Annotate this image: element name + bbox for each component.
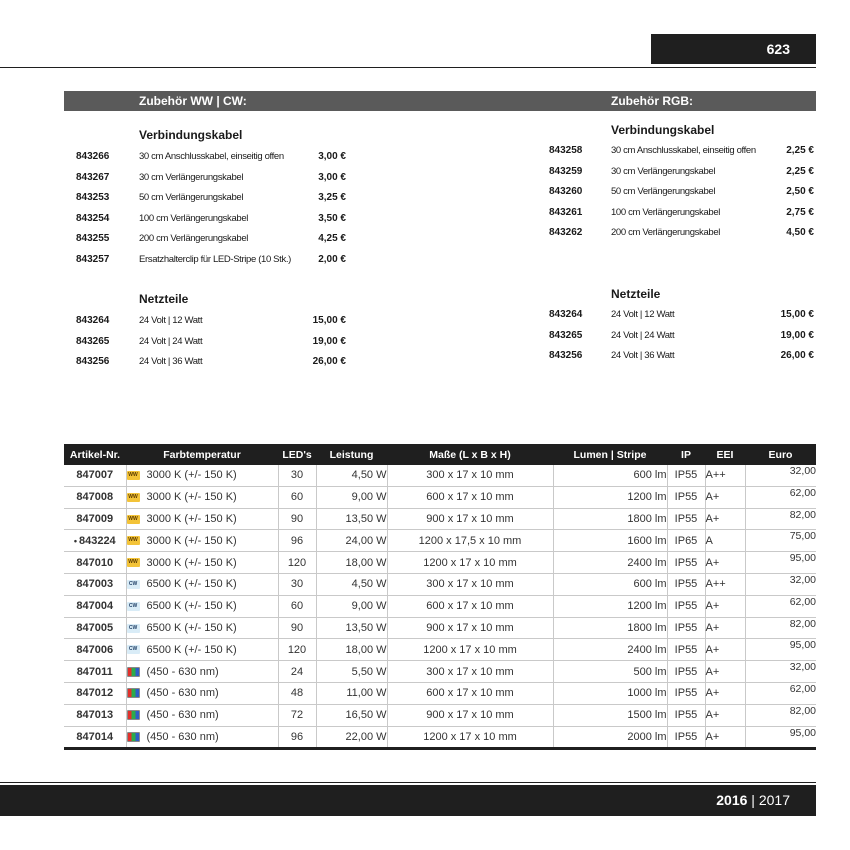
color-temperature-cell [126, 573, 278, 595]
article-cell [64, 486, 126, 508]
list-item [549, 141, 849, 161]
item-description: 200 cm Verlängerungskabel [611, 227, 721, 238]
table-row [64, 486, 816, 508]
item-price: 19,00 € [312, 335, 346, 347]
eei-cell: A+ [705, 486, 745, 508]
article-number: 847003 [76, 578, 114, 591]
table-row [64, 617, 816, 639]
ip-cell: IP55 [667, 639, 705, 661]
table-row [64, 704, 816, 726]
eei-cell: A+ [705, 639, 745, 661]
dimensions-cell: 300 x 17 x 10 mm [387, 573, 553, 595]
table-row [64, 465, 816, 486]
article-number: 847007 [76, 469, 114, 482]
table-row [64, 639, 816, 661]
eei-cell: A+ [705, 595, 745, 617]
leds-cell: 96 [278, 530, 316, 552]
item-price: 3,50 € [318, 212, 346, 224]
item-price: 2,25 € [786, 145, 814, 156]
table-row [64, 595, 816, 617]
ip-cell: IP55 [667, 552, 705, 574]
lumen-cell: 1200 lm [553, 595, 667, 617]
power-cell: 11,00 W [316, 682, 387, 704]
article-number: 847004 [76, 600, 114, 613]
year-footer [0, 785, 816, 816]
item-price: 2,50 € [786, 186, 814, 197]
eei-cell: A+ [705, 704, 745, 726]
item-description: 24 Volt | 24 Watt [139, 335, 203, 347]
article-cell [64, 639, 126, 661]
rgb-badge-icon [127, 732, 140, 742]
dimensions-cell: 300 x 17 x 10 mm [387, 661, 553, 683]
ip-cell: IP55 [667, 682, 705, 704]
item-description: 24 Volt | 12 Watt [611, 309, 675, 320]
rgb-accessories-heading: Zubehör RGB: [611, 94, 693, 108]
lumen-cell: 600 lm [553, 573, 667, 595]
item-description: 30 cm Verlängerungskabel [611, 165, 716, 177]
euro-cell: 95,00 [745, 639, 816, 661]
list-item [549, 182, 849, 202]
column-header-eei: EEI [705, 444, 745, 465]
table-row [64, 530, 816, 552]
eei-cell: A+ [705, 726, 745, 749]
item-price: 15,00 € [312, 315, 346, 326]
color-temperature: (450 - 630 nm) [146, 687, 219, 700]
power-cell: 4,50 W [316, 573, 387, 595]
item-description: 100 cm Verlängerungskabel [611, 206, 721, 218]
list-item [549, 326, 849, 346]
power-cell: 22,00 W [316, 726, 387, 749]
color-temperature-cell [126, 661, 278, 683]
euro-cell: 62,00 [745, 486, 816, 508]
item-description: 200 cm Verlängerungskabel [139, 233, 249, 244]
article-cell [64, 552, 126, 574]
lumen-cell: 1000 lm [553, 682, 667, 704]
ip-cell: IP65 [667, 530, 705, 552]
article-number: 847009 [76, 512, 114, 525]
item-description: 24 Volt | 36 Watt [139, 356, 203, 367]
article-number: 843264 [549, 309, 583, 320]
dimensions-cell: 600 x 17 x 10 mm [387, 486, 553, 508]
article-cell [64, 465, 126, 486]
ww-cw-power-title: Netzteile [139, 292, 189, 306]
item-description: 24 Volt | 12 Watt [139, 315, 203, 326]
item-price: 3,25 € [318, 192, 346, 203]
article-number: 843258 [549, 145, 583, 156]
ip-cell: IP55 [667, 595, 705, 617]
color-temperature: 3000 K (+/- 150 K) [146, 556, 237, 569]
leds-cell: 30 [278, 465, 316, 486]
ww-badge-icon: WW [128, 537, 138, 544]
item-description: 30 cm Verlängerungskabel [139, 171, 244, 183]
dimensions-cell: 900 x 17 x 10 mm [387, 617, 553, 639]
color-temperature-cell [126, 486, 278, 508]
ip-cell: IP55 [667, 726, 705, 749]
leds-cell: 72 [278, 704, 316, 726]
ip-cell: IP55 [667, 508, 705, 530]
ww-cw-accessories-heading: Zubehör WW | CW: [139, 94, 247, 108]
article-cell [64, 573, 126, 595]
item-price: 26,00 € [312, 356, 346, 367]
article-cell [64, 508, 126, 530]
table-row [64, 682, 816, 704]
item-description: 30 cm Anschlusskabel, einseitig offen [611, 145, 756, 156]
rgb-power-title: Netzteile [611, 287, 661, 301]
eei-cell: A+ [705, 617, 745, 639]
dimensions-cell: 1200 x 17 x 10 mm [387, 726, 553, 749]
color-temperature-cell [126, 508, 278, 530]
article-number: 847014 [76, 730, 114, 743]
article-number: 843264 [76, 315, 110, 326]
leds-cell: 96 [278, 726, 316, 749]
euro-cell: 82,00 [745, 617, 816, 639]
article-number: 843260 [549, 186, 583, 197]
item-price: 3,00 € [318, 171, 346, 183]
article-number: 847012 [76, 687, 114, 700]
color-temperature-cell [126, 639, 278, 661]
euro-cell: 75,00 [745, 530, 816, 552]
list-item [76, 352, 376, 372]
list-item [549, 162, 849, 182]
color-temperature-cell [126, 617, 278, 639]
item-description: 24 Volt | 24 Watt [611, 329, 675, 341]
article-number: 843253 [76, 192, 110, 203]
item-price: 26,00 € [780, 350, 814, 361]
list-item [76, 147, 376, 167]
color-temperature: (450 - 630 nm) [146, 665, 219, 678]
rgb-badge-icon [127, 710, 140, 720]
cw-badge-icon: CW [127, 645, 140, 654]
eei-cell: A+ [705, 552, 745, 574]
color-temperature-cell [126, 465, 278, 486]
power-cell: 4,50 W [316, 465, 387, 486]
article-cell [64, 617, 126, 639]
article-cell [64, 595, 126, 617]
cw-badge-icon: CW [127, 580, 140, 589]
article-cell [64, 682, 126, 704]
article-number: 843266 [76, 151, 110, 162]
column-header-lumen: Lumen | Stripe [553, 444, 667, 465]
year-separator: | [747, 792, 759, 808]
ip-cell: IP55 [667, 617, 705, 639]
article-number: 843259 [549, 165, 583, 177]
list-item [76, 188, 376, 208]
list-item [76, 168, 376, 188]
list-item [549, 346, 849, 366]
top-divider [0, 67, 816, 68]
euro-cell: 95,00 [745, 552, 816, 574]
item-description: Ersatzhalterclip für LED-Stripe (10 Stk.) [139, 253, 291, 265]
item-description: 30 cm Anschlusskabel, einseitig offen [139, 151, 284, 162]
euro-cell: 32,00 [745, 661, 816, 683]
column-header-color-temperature: Farbtemperatur [126, 444, 278, 465]
table-row [64, 661, 816, 683]
article-number: 847006 [76, 643, 114, 656]
ip-cell: IP55 [667, 465, 705, 486]
year-next: 2017 [758, 792, 790, 808]
color-temperature-cell [126, 726, 278, 749]
column-header-article: Artikel-Nr. [64, 444, 126, 465]
item-price: 4,25 € [318, 233, 346, 244]
article-number: 847013 [76, 709, 114, 722]
new-item-bullet: • [73, 535, 77, 546]
cw-badge-icon: CW [127, 602, 140, 611]
dimensions-cell: 600 x 17 x 10 mm [387, 682, 553, 704]
item-price: 2,75 € [786, 206, 814, 218]
color-temperature: 6500 K (+/- 150 K) [146, 600, 237, 613]
ww-cw-cables-title: Verbindungskabel [139, 128, 243, 142]
leds-cell: 48 [278, 682, 316, 704]
column-header-ip: IP [667, 444, 705, 465]
color-temperature: (450 - 630 nm) [146, 709, 219, 722]
color-temperature: 3000 K (+/- 150 K) [146, 469, 237, 482]
power-cell: 9,00 W [316, 595, 387, 617]
article-number: 843261 [549, 206, 583, 218]
article-cell [64, 704, 126, 726]
eei-cell: A+ [705, 508, 745, 530]
color-temperature: 6500 K (+/- 150 K) [146, 643, 237, 656]
list-item [549, 305, 849, 325]
lumen-cell: 2400 lm [553, 552, 667, 574]
led-stripe-table [64, 444, 816, 750]
euro-cell: 95,00 [745, 726, 816, 749]
table-row [64, 726, 816, 749]
euro-cell: 32,00 [745, 465, 816, 486]
color-temperature-cell [126, 595, 278, 617]
eei-cell: A [705, 530, 745, 552]
dimensions-cell: 900 x 17 x 10 mm [387, 508, 553, 530]
euro-cell: 82,00 [745, 704, 816, 726]
article-number: 843267 [76, 171, 110, 183]
column-header-euro: Euro [745, 444, 816, 465]
rgb-badge-icon [127, 667, 140, 677]
leds-cell: 24 [278, 661, 316, 683]
table-body [64, 465, 816, 749]
article-cell [64, 661, 126, 683]
euro-cell: 62,00 [745, 595, 816, 617]
lumen-cell: 2000 lm [553, 726, 667, 749]
ww-badge-icon: WW [128, 471, 138, 478]
article-number: 843255 [76, 233, 110, 244]
leds-cell: 90 [278, 617, 316, 639]
ww-badge-icon: WW [128, 515, 138, 522]
color-temperature: 3000 K (+/- 150 K) [146, 491, 237, 504]
ww-badge-icon: WW [128, 559, 138, 566]
article-cell [64, 726, 126, 749]
eei-cell: A+ [705, 682, 745, 704]
ip-cell: IP55 [667, 704, 705, 726]
list-item [76, 250, 376, 270]
item-price: 15,00 € [780, 309, 814, 320]
item-description: 100 cm Verlängerungskabel [139, 212, 249, 224]
power-cell: 5,50 W [316, 661, 387, 683]
power-cell: 18,00 W [316, 552, 387, 574]
ip-cell: IP55 [667, 486, 705, 508]
list-item [76, 209, 376, 229]
column-header-power: Leistung [316, 444, 387, 465]
lumen-cell: 1200 lm [553, 486, 667, 508]
leds-cell: 30 [278, 573, 316, 595]
power-cell: 24,00 W [316, 530, 387, 552]
rgb-badge-icon [127, 688, 140, 698]
color-temperature-cell [126, 682, 278, 704]
color-temperature-cell [126, 552, 278, 574]
list-item [76, 311, 376, 331]
list-item [76, 332, 376, 352]
power-cell: 13,50 W [316, 617, 387, 639]
euro-cell: 32,00 [745, 573, 816, 595]
item-description: 50 cm Verlängerungskabel [139, 192, 244, 203]
article-number: 847008 [76, 491, 114, 504]
lumen-cell: 2400 lm [553, 639, 667, 661]
color-temperature: (450 - 630 nm) [146, 730, 219, 743]
item-description: 24 Volt | 36 Watt [611, 350, 675, 361]
table-header-row [64, 444, 816, 465]
item-description: 50 cm Verlängerungskabel [611, 186, 716, 197]
lumen-cell: 1800 lm [553, 508, 667, 530]
lumen-cell: 1600 lm [553, 530, 667, 552]
article-number: 843224 [78, 534, 116, 547]
article-number: 847005 [76, 621, 114, 634]
euro-cell: 82,00 [745, 508, 816, 530]
table-row [64, 508, 816, 530]
color-temperature-cell [126, 704, 278, 726]
euro-cell: 62,00 [745, 682, 816, 704]
dimensions-cell: 300 x 17 x 10 mm [387, 465, 553, 486]
page-number: 623 [651, 34, 816, 64]
article-number: 843265 [549, 329, 583, 341]
power-cell: 16,50 W [316, 704, 387, 726]
article-number: 843254 [76, 212, 110, 224]
rgb-cables-title: Verbindungskabel [611, 123, 715, 137]
leds-cell: 120 [278, 639, 316, 661]
dimensions-cell: 1200 x 17 x 10 mm [387, 639, 553, 661]
table-row [64, 573, 816, 595]
article-number: 843262 [549, 227, 583, 238]
article-cell [64, 530, 126, 552]
power-cell: 18,00 W [316, 639, 387, 661]
eei-cell: A++ [705, 465, 745, 486]
leds-cell: 120 [278, 552, 316, 574]
lumen-cell: 600 lm [553, 465, 667, 486]
article-number: 847011 [76, 665, 113, 678]
ip-cell: IP55 [667, 573, 705, 595]
ip-cell: IP55 [667, 661, 705, 683]
color-temperature: 3000 K (+/- 150 K) [146, 512, 237, 525]
article-number: 843256 [549, 350, 583, 361]
color-temperature: 6500 K (+/- 150 K) [146, 621, 237, 634]
list-item [549, 223, 849, 243]
dimensions-cell: 1200 x 17,5 x 10 mm [387, 530, 553, 552]
item-price: 3,00 € [318, 151, 346, 162]
ww-badge-icon: WW [128, 493, 138, 500]
item-price: 2,25 € [786, 165, 814, 177]
dimensions-cell: 1200 x 17 x 10 mm [387, 552, 553, 574]
leds-cell: 60 [278, 486, 316, 508]
leds-cell: 90 [278, 508, 316, 530]
column-header-dimensions: Maße (L x B x H) [387, 444, 553, 465]
table-row [64, 552, 816, 574]
lumen-cell: 1800 lm [553, 617, 667, 639]
item-price: 19,00 € [780, 329, 814, 341]
dimensions-cell: 900 x 17 x 10 mm [387, 704, 553, 726]
power-cell: 13,50 W [316, 508, 387, 530]
column-header-leds: LED's [278, 444, 316, 465]
color-temperature: 3000 K (+/- 150 K) [146, 534, 237, 547]
leds-cell: 60 [278, 595, 316, 617]
list-item [76, 229, 376, 249]
item-price: 2,00 € [318, 253, 346, 265]
article-number: 847010 [76, 556, 114, 569]
list-item [549, 203, 849, 223]
article-number: 843256 [76, 356, 110, 367]
lumen-cell: 1500 lm [553, 704, 667, 726]
power-cell: 9,00 W [316, 486, 387, 508]
article-number: 843257 [76, 253, 110, 265]
article-number: 843265 [76, 335, 110, 347]
lumen-cell: 500 lm [553, 661, 667, 683]
year-current: 2016 [716, 792, 748, 808]
color-temperature-cell [126, 530, 278, 552]
eei-cell: A+ [705, 661, 745, 683]
dimensions-cell: 600 x 17 x 10 mm [387, 595, 553, 617]
item-price: 4,50 € [786, 227, 814, 238]
cw-badge-icon: CW [127, 624, 140, 633]
bottom-divider [0, 782, 816, 783]
accessories-header-bar [64, 91, 816, 111]
color-temperature: 6500 K (+/- 150 K) [146, 578, 237, 591]
eei-cell: A++ [705, 573, 745, 595]
